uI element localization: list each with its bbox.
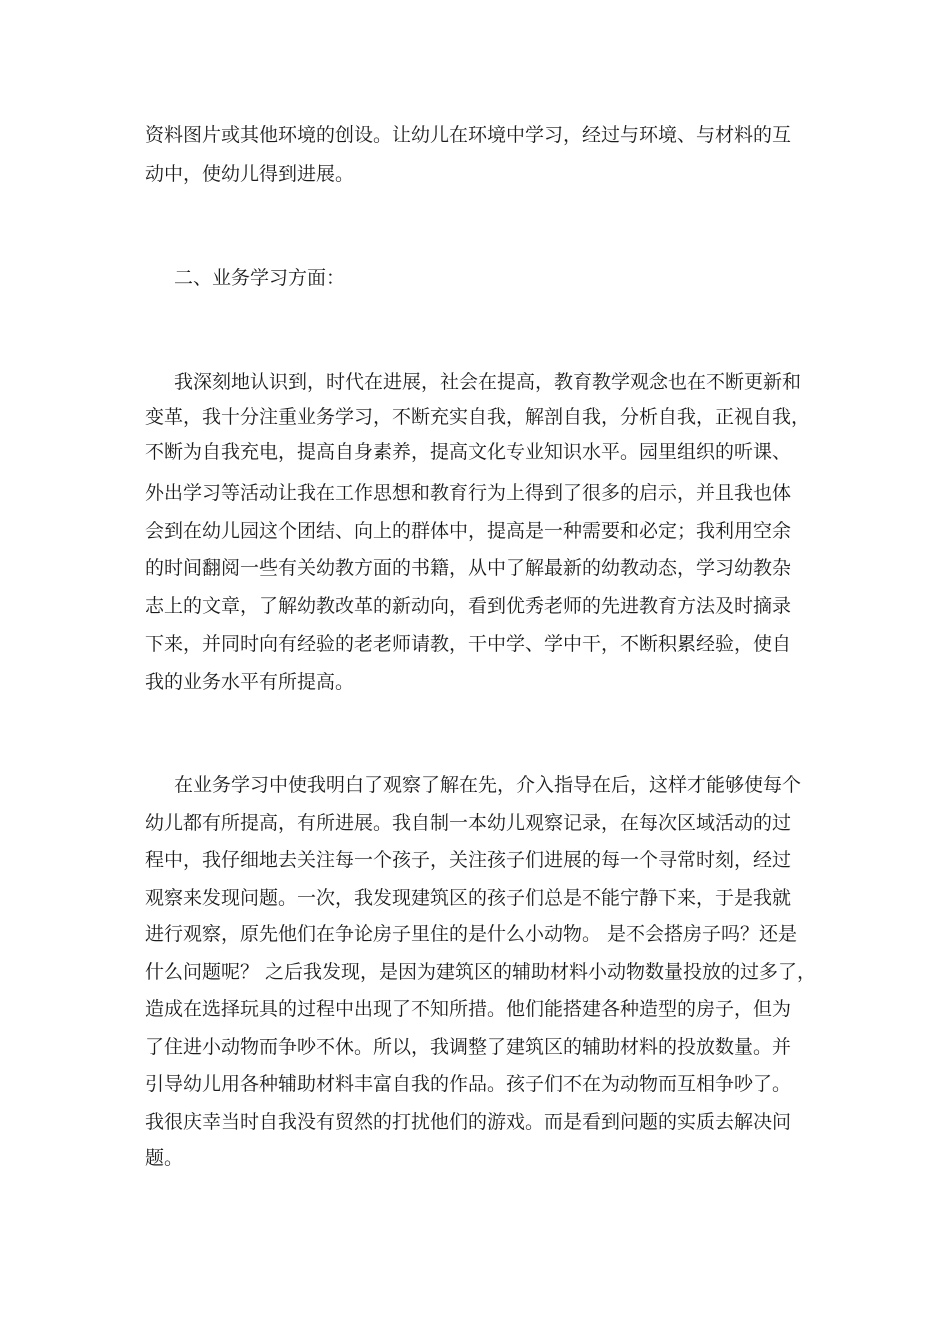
paragraph-2-line-8: 下来，并同时向有经验的老老师请教，干中学、学中干，不断积累经验，使自 <box>145 633 792 655</box>
paragraph-3-line-9: 引导幼儿用各种辅助材料丰富自我的作品。孩子们不在为动物而互相争吵了。 <box>145 1073 792 1095</box>
section-heading: 二、业务学习方面： <box>174 267 346 289</box>
paragraph-2-line-5: 会到在幼儿园这个团结、向上的群体中，提高是一种需要和必定；我利用空余 <box>145 520 792 542</box>
paragraph-2-line-6: 的时间翻阅一些有关幼教方面的书籍，从中了解最新的幼教动态，学习幼教杂 <box>145 557 792 579</box>
paragraph-3-line-1: 在业务学习中使我明白了观察了解在先，介入指导在后，这样才能够使每个 <box>174 774 802 796</box>
paragraph-1-line-2: 动中，使幼儿得到进展。 <box>145 163 355 185</box>
paragraph-2-line-1: 我深刻地认识到，时代在进展，社会在提高，教育教学观念也在不断更新和 <box>174 371 802 393</box>
paragraph-3-line-2: 幼儿都有所提高，有所进展。我自制一本幼儿观察记录，在每次区域活动的过 <box>145 812 792 834</box>
paragraph-3-line-10: 我很庆幸当时自我没有贸然的打扰他们的游戏。而是看到问题的实质去解决问 <box>145 1111 792 1133</box>
paragraph-2-line-9: 我的业务水平有所提高。 <box>145 671 355 693</box>
paragraph-1-line-1: 资料图片或其他环境的创设。让幼儿在环境中学习，经过与环境、与材料的互 <box>145 124 792 146</box>
paragraph-3-line-4: 观察来发现问题。一次，我发现建筑区的孩子们总是不能宁静下来，于是我就 <box>145 887 792 909</box>
paragraph-3-line-11: 题。 <box>145 1147 184 1169</box>
paragraph-2-line-4: 外出学习等活动让我在工作思想和教育行为上得到了很多的启示，并且我也体 <box>145 482 792 504</box>
paragraph-2-line-2: 变革，我十分注重业务学习，不断充实自我，解剖自我，分析自我，正视自我， <box>145 406 811 428</box>
paragraph-3-line-8: 了住进小动物而争吵不休。所以，我调整了建筑区的辅助材料的投放数量。并 <box>145 1036 792 1058</box>
paragraph-2-line-7: 志上的文章，了解幼教改革的新动向，看到优秀老师的先进教育方法及时摘录 <box>145 595 792 617</box>
paragraph-3-line-5: 进行观察，原先他们在争论房子里住的是什么小动物。 是不会搭房子吗？还是 <box>145 923 798 945</box>
paragraph-3-line-7: 造成在选择玩具的过程中出现了不知所措。他们能搭建各种造型的房子，但为 <box>145 998 792 1020</box>
paragraph-3-line-3: 程中，我仔细地去关注每一个孩子，关注孩子们进展的每一个寻常时刻，经过 <box>145 849 792 871</box>
paragraph-3-line-6: 什么问题呢？ 之后我发现，是因为建筑区的辅助材料小动物数量投放的过多了， <box>145 961 817 983</box>
paragraph-2-line-3: 不断为自我充电，提高自身素养，提高文化专业知识水平。园里组织的听课、 <box>145 441 792 463</box>
